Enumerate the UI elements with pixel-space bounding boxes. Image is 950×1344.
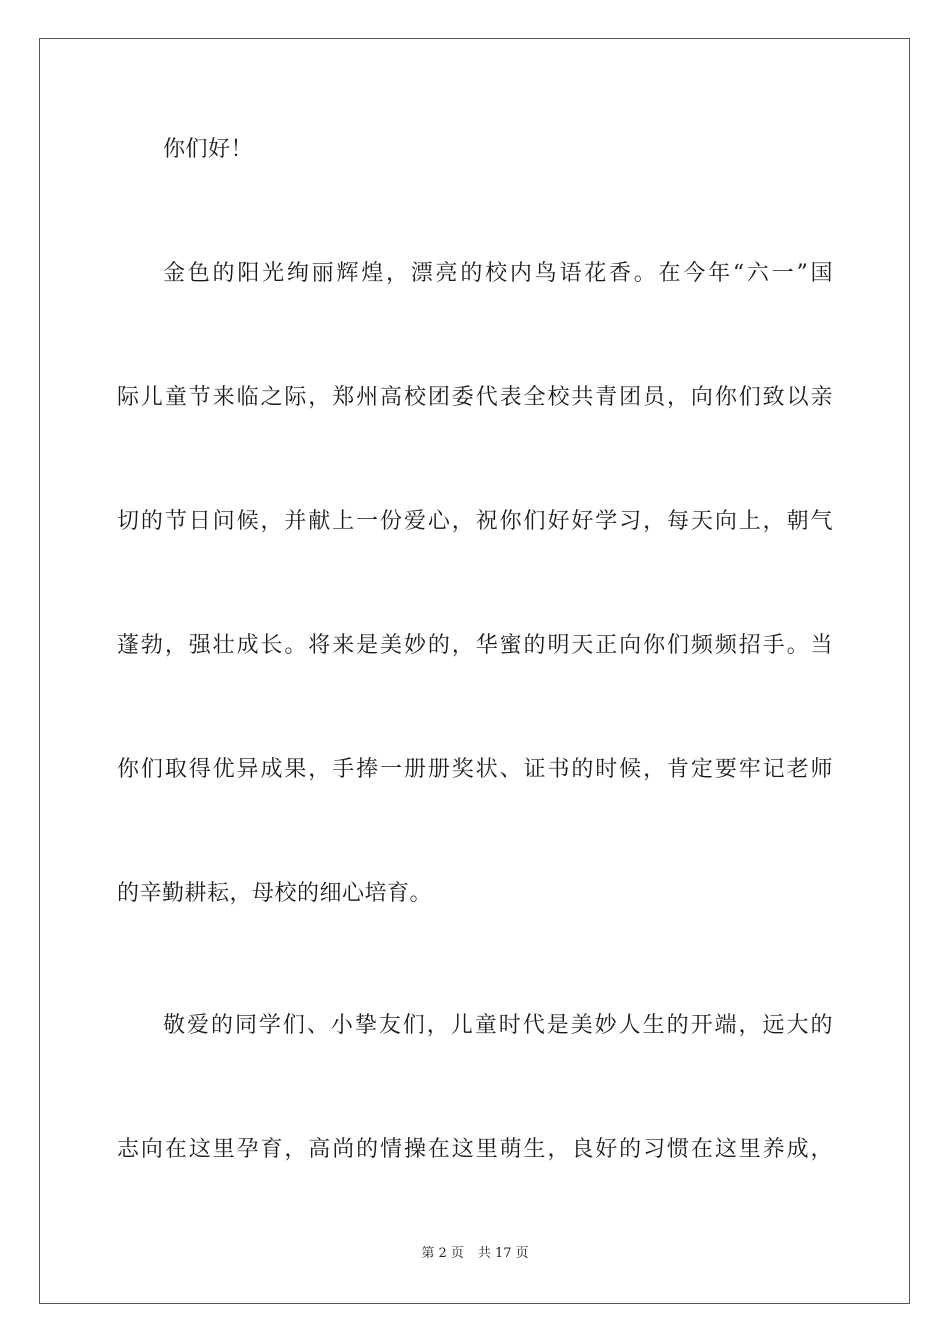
paragraph-1-line-2: 际儿童节来临之际，郑州高校团委代表全校共青团员，向你们致以亲 bbox=[117, 385, 833, 410]
total-pages: 共 17 页 bbox=[477, 1246, 529, 1261]
paragraph-2-line-1: 敬爱的同学们、小挚友们，儿童时代是美妙人生的开端，远大的 bbox=[163, 1013, 833, 1038]
page-footer bbox=[0, 1245, 950, 1263]
paragraph-1-line-3: 切的节日问候，并献上一份爱心，祝你们好好学习，每天向上，朝气 bbox=[117, 509, 833, 534]
greeting-line: 你们好！ bbox=[163, 137, 254, 162]
paragraph-2-line-2: 志向在这里孕育，高尚的情操在这里萌生，良好的习惯在这里养成， bbox=[117, 1137, 833, 1162]
paragraph-1-line-4: 蓬勃，强壮成长。将来是美妙的，华蜜的明天正向你们频频招手。当 bbox=[117, 633, 833, 658]
page-frame bbox=[39, 38, 910, 1304]
paragraph-1-line-5: 你们取得优异成果，手捧一册册奖状、证书的时候，肯定要牢记老师 bbox=[117, 757, 833, 782]
paragraph-1-line-6: 的辛勤耕耘，母校的细心培育。 bbox=[117, 881, 433, 906]
page-number: 第 2 页 bbox=[421, 1246, 464, 1261]
paragraph-1-line-1: 金色的阳光绚丽辉煌，漂亮的校内鸟语花香。在今年“六一”国 bbox=[163, 261, 833, 286]
